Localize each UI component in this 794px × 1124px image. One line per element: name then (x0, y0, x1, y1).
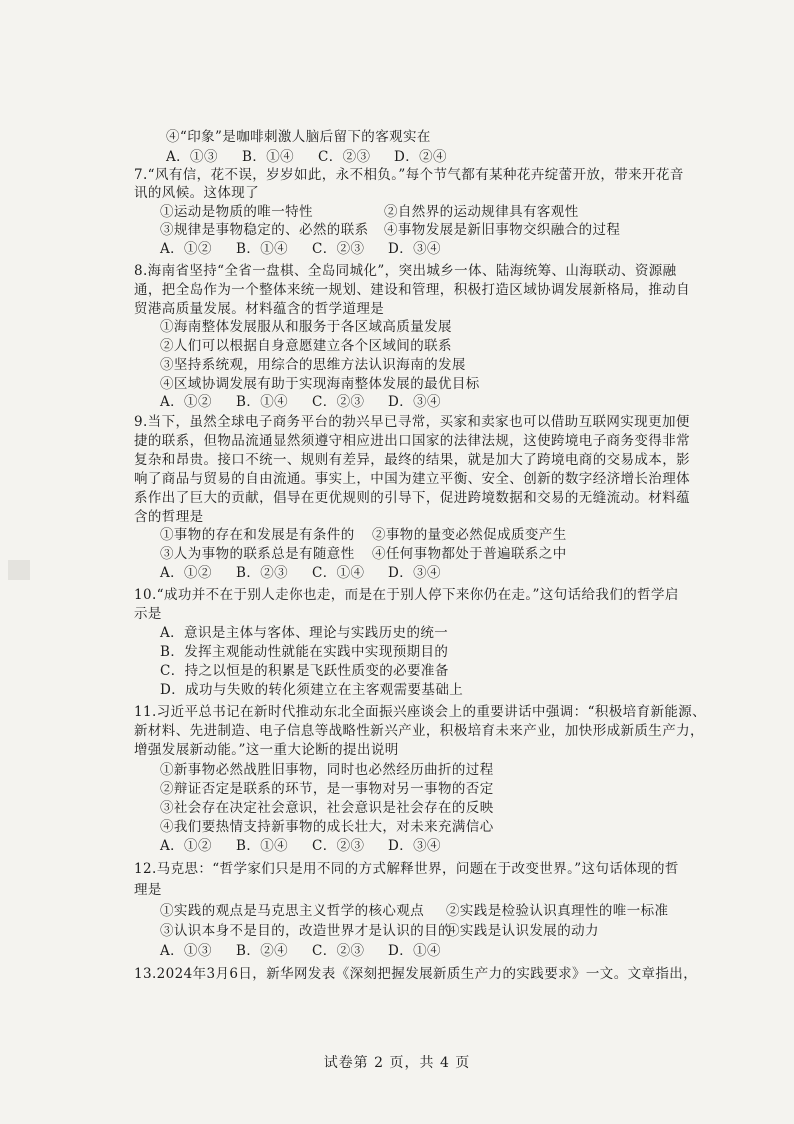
q7-answer-c: C．②③ (312, 241, 365, 257)
q6-answer-c: C．②③ (318, 149, 371, 165)
q11-stem-line-2: 新材料、先进制造、电子信息等战略性新兴产业，积极培育未来产业，加快形成新质生产力， (134, 723, 704, 739)
q6-answers (166, 148, 470, 166)
q13-stem-line-1: 13.2024年3月6日，新华网发表《深刻把握发展新质生产力的实践要求》一文。文章指出， (134, 966, 698, 982)
q7-answers (160, 240, 464, 258)
q9-option-3: ③人为事物的联系总是有随意性 (160, 546, 355, 562)
q9-stem-line-1: 9.当下，虽然全球电子商务平台的勃兴早已寻常，买家和卖家也可以借助互联网实现更加便 (134, 414, 690, 430)
q7-stem-line-2: 讯的风候。这体现了 (134, 185, 260, 201)
page-footer: 试卷第 2 页，共 4 页 (323, 1055, 471, 1071)
q12-answer-c: C．②③ (312, 943, 365, 959)
q7-option-2: ②自然界的运动规律具有客观性 (384, 204, 579, 220)
q11-option-1: ①新事物必然战胜旧事物，同时也必然经历曲折的过程 (160, 762, 494, 778)
q7-answer-b: B．①④ (236, 241, 289, 257)
q8-option-2: ②人们可以根据自身意愿建立各个区域间的联系 (160, 338, 452, 354)
q12-stem-line-2: 理是 (134, 882, 162, 898)
q6-answer-d: D．②④ (394, 149, 447, 165)
q9-option-1: ①事物的存在和发展是有条件的 (160, 527, 355, 543)
q9-option-2: ②事物的量变必然促成质变产生 (372, 527, 567, 543)
q10-option-b: B．发挥主观能动性就能在实践中实现预期目的 (160, 644, 449, 660)
q8-option-1: ①海南整体发展服从和服务于各区域高质量发展 (160, 319, 452, 335)
q12-answer-b: B．②④ (236, 943, 289, 959)
q9-stem-line-4: 响了商品与贸易的自由流通。事实上，中国为建立平衡、安全、创新的数字经济增长治理体 (134, 471, 690, 487)
q11-option-2: ②辩证否定是联系的环节，是一事物对另一事物的否定 (160, 781, 494, 797)
q10-stem-line-2: 示是 (134, 606, 162, 622)
q8-option-3: ③坚持系统观，用综合的思维方法认识海南的发展 (160, 357, 466, 373)
q10-option-d: D．成功与失败的转化须建立在主客观需要基础上 (160, 682, 464, 698)
q10-option-a: A．意识是主体与客体、理论与实践历史的统一 (160, 625, 449, 641)
q6-option-4: ④“印象”是咖啡刺激人脑后留下的客观实在 (166, 129, 431, 145)
q6-answer-a: A．①③ (166, 149, 218, 165)
q8-answer-b: B．①④ (236, 394, 289, 410)
q9-stem-line-5: 系作出了巨大的贡献，倡导在更优规则的引导下，促进跨境数据和交易的无缝流动。材料蕴 (134, 490, 690, 506)
q8-answer-a: A．①② (160, 394, 212, 410)
q8-answer-d: D．③④ (388, 394, 441, 410)
q12-option-4: ④实践是认识发展的动力 (446, 923, 599, 939)
q11-stem-line-1: 11.习近平总书记在新时代推动东北全面振兴座谈会上的重要讲话中强调：“积极培育新能源、 (134, 704, 707, 720)
q11-option-3: ③社会存在决定社会意识，社会意识是社会存在的反映 (160, 800, 494, 816)
q8-stem-line-3: 贸港高质量发展。材料蕴含的哲学道理是 (134, 301, 385, 317)
q7-option-4: ④事物发展是新旧事物交织融合的过程 (384, 222, 621, 238)
q6-answer-b: B．①④ (242, 149, 295, 165)
scan-smudge (8, 560, 30, 580)
q12-answer-d: D．①④ (388, 943, 441, 959)
q11-stem-line-3: 增强发展新动能。”这一重大论断的提出说明 (134, 742, 399, 758)
q12-stem-line-1: 12.马克思：“哲学家们只是用不同的方式解释世界，问题在于改变世界。”这句话体现的哲 (134, 861, 679, 877)
q9-stem-line-2: 捷的联系，但物品流通显然须遵守相应进出口国家的法律法规，这使跨境电子商务变得非常 (134, 433, 690, 449)
q12-option-1: ①实践的观点是马克思主义哲学的核心观点 (160, 903, 425, 919)
q8-option-4: ④区域协调发展有助于实现海南整体发展的最优目标 (160, 376, 480, 392)
q11-answer-a: A．①② (160, 838, 212, 854)
q7-answer-a: A．①② (160, 241, 212, 257)
q9-answer-c: C．①④ (312, 565, 365, 581)
q12-answer-a: A．①③ (160, 943, 212, 959)
q12-option-2: ②实践是检验认识真理性的唯一标准 (446, 903, 669, 919)
q12-answers (160, 942, 464, 960)
q11-option-4: ④我们要热情支持新事物的成长壮大，对未来充满信心 (160, 819, 494, 835)
q7-answer-d: D．③④ (388, 241, 441, 257)
q7-option-3: ③规律是事物稳定的、必然的联系 (160, 222, 369, 238)
q8-stem-line-1: 8.海南省坚持“全省一盘棋、全岛同城化”，突出城乡一体、陆海统筹、山海联动、资源融 (134, 263, 677, 279)
q9-answer-a: A．①② (160, 565, 212, 581)
q9-option-4: ④任何事物都处于普遍联系之中 (372, 546, 567, 562)
q8-answers (160, 393, 464, 411)
q7-option-1: ①运动是物质的唯一特性 (160, 204, 313, 220)
q10-option-c: C．持之以恒是的积累是飞跃性质变的必要准备 (160, 663, 449, 679)
q9-answer-b: B．②③ (236, 565, 289, 581)
q8-stem-line-2: 通，把全岛作为一个整体来统一规划、建设和管理，积极打造区域协调发展新格局，推动自 (134, 282, 690, 298)
q9-answer-d: D．③④ (388, 565, 441, 581)
q11-answer-c: C．②③ (312, 838, 365, 854)
q9-stem-line-6: 含的哲理是 (134, 509, 204, 525)
q12-option-3: ③认识本身不是目的，改造世界才是认识的目的 (160, 923, 452, 939)
q7-stem-line-1: 7.“风有信，花不误，岁岁如此，永不相负。”每个节气都有某种花卉绽蕾开放，带来开花音 (134, 167, 684, 183)
q11-answer-b: B．①④ (236, 838, 289, 854)
q10-stem-line-1: 10.“成功并不在于别人走你也走，而是在于别人停下来你仍在走。”这句话给我们的哲学启 (134, 587, 679, 603)
q11-answer-d: D．③④ (388, 838, 441, 854)
q8-answer-c: C．②③ (312, 394, 365, 410)
q9-stem-line-3: 复杂和昂贵。接口不统一、规则有差异，最终的结果，就是加大了跨境电商的交易成本，影 (134, 452, 690, 468)
q11-answers (160, 837, 464, 855)
q9-answers (160, 564, 464, 582)
